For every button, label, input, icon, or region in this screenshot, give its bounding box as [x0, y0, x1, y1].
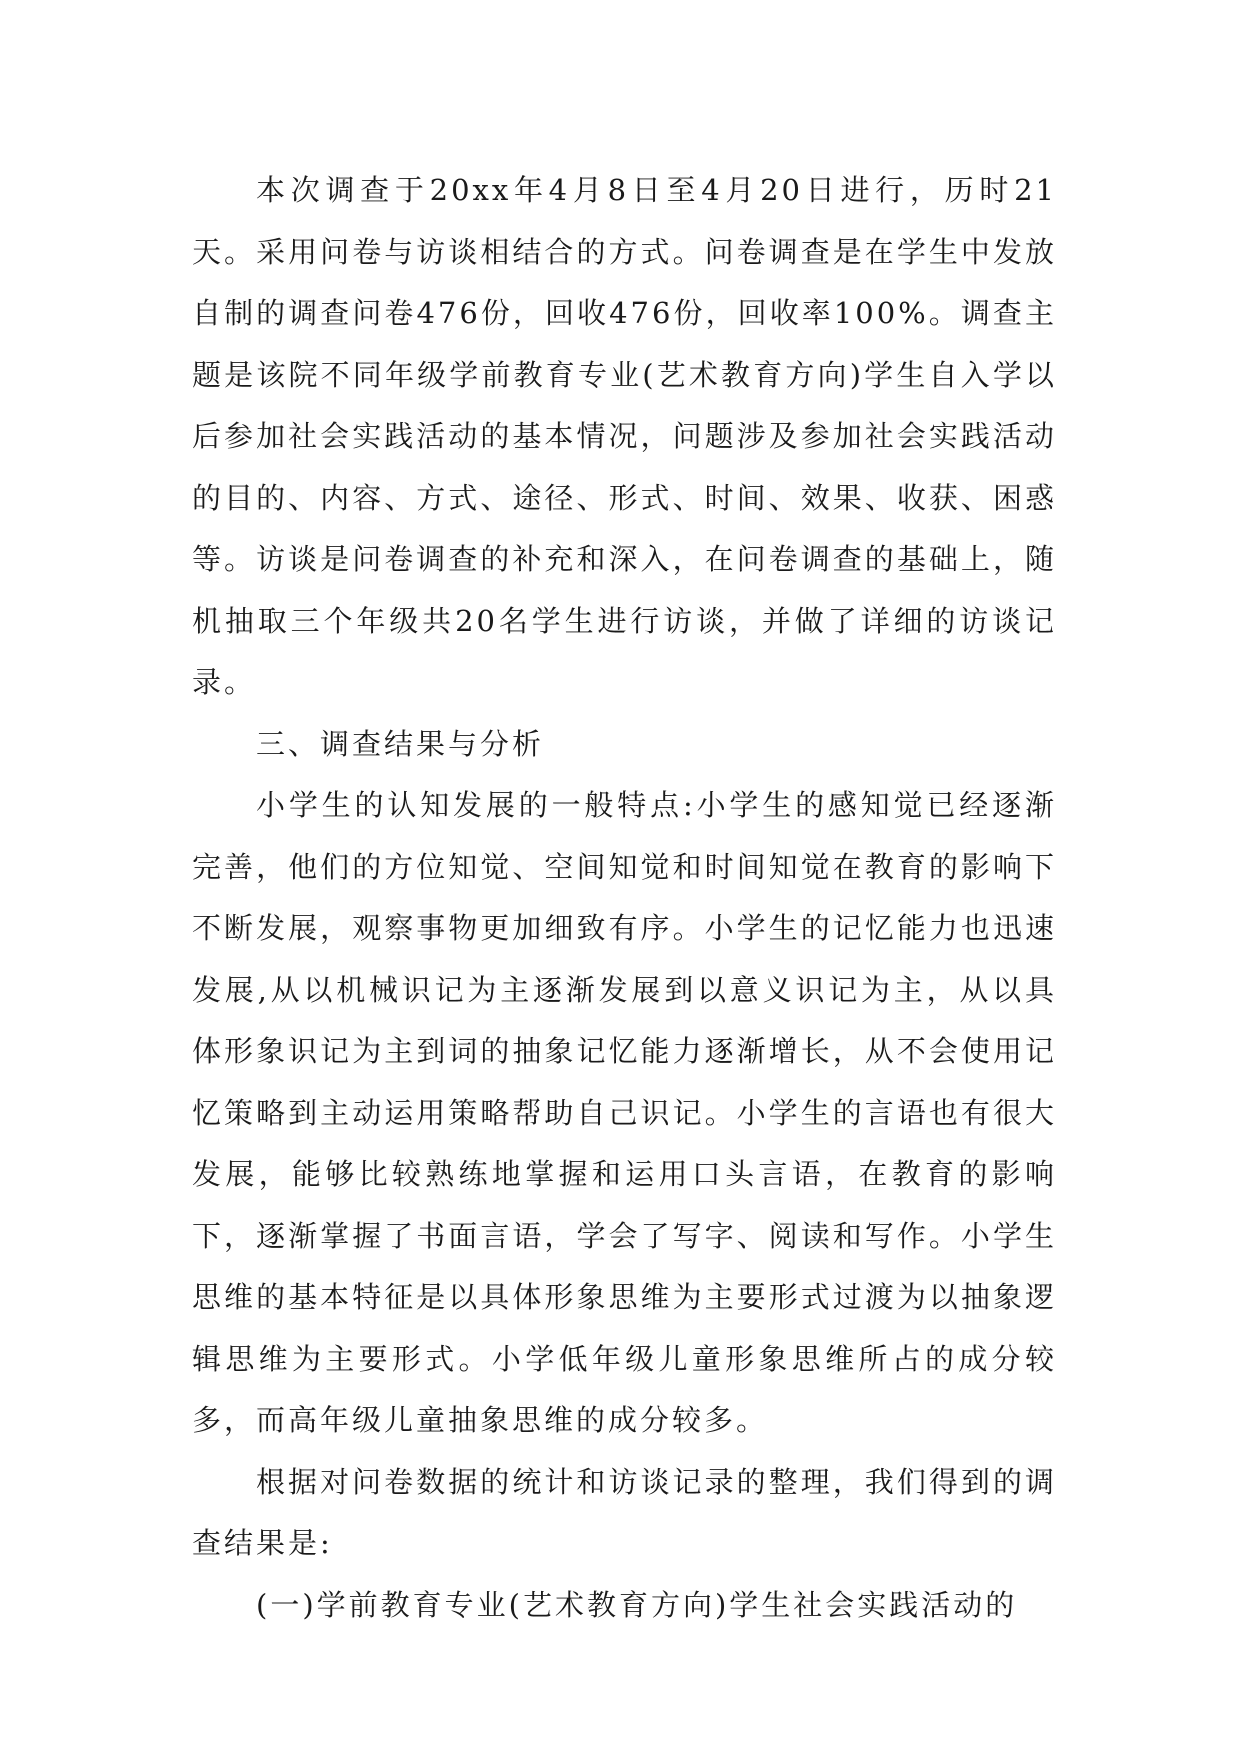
document-body [192, 160, 1057, 1636]
paragraph-cognitive-development: 小学生的认知发展的一般特点:小学生的感知觉已经逐渐完善，他们的方位知觉、空间知觉和时间知觉在教育的影响下不断发展，观察事物更加细致有序。小学生的记忆能力也迅速发展,从以机械识记为主逐渐发展到以意义识记为主，从以具体形象识记为主到词的抽象记忆能力逐渐增长，从不会使用记忆策略到主动运用策略帮助自己识记。小学生的言语也有很大发展，能够比较熟练地掌握和运用口头言语，在教育的影响下，逐渐掌握了书面言语，学会了写字、阅读和写作。小学生思维的基本特征是以具体形象思维为主要形式过渡为以抽象逻辑思维为主要形式。小学低年级儿童形象思维所占的成分较多，而高年级儿童抽象思维的成分较多。 [192, 788, 1057, 1437]
paragraph-results-intro: 根据对问卷数据的统计和访谈记录的整理，我们得到的调查结果是: [192, 1464, 1057, 1560]
subsection-heading-1: (一)学前教育专业(艺术教育方向)学生社会实践活动的 [256, 1587, 1018, 1622]
paragraph-survey-method: 本次调查于20xx年4月8日至4月20日进行，历时21天。采用问卷与访谈相结合的方式。问卷调查是在学生中发放自制的调查问卷476份，回收476份，回收率100%。调查主题是该院不同年级学前教育专业(艺术教育方向)学生自入学以后参加社会实践活动的基本情况，问题涉及参加社会实践活动的目的、内容、方式、途径、形式、时间、效果、收获、困惑等。访谈是问卷调查的补充和深入，在问卷调查的基础上，随机抽取三个年级共20名学生进行访谈，并做了详细的访谈记录。 [192, 173, 1057, 699]
section-heading-results: 三、调查结果与分析 [256, 726, 545, 761]
